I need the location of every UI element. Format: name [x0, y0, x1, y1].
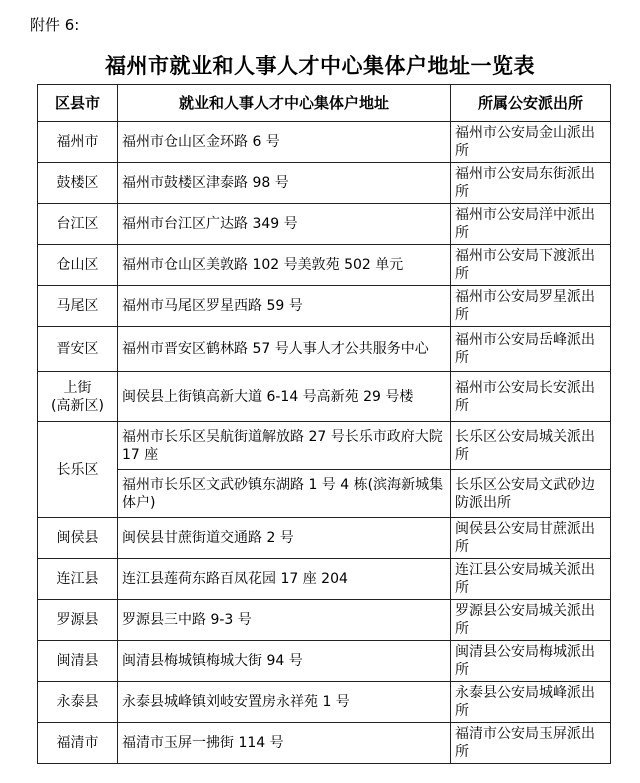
address-cell: 永泰县城峰镇刘岐安置房永祥苑 1 号 — [118, 682, 451, 723]
header-district: 区县市 — [38, 85, 118, 122]
address-cell: 福州市鼓楼区津泰路 98 号 — [118, 163, 451, 204]
header-address: 就业和人事人才中心集体户地址 — [118, 85, 451, 122]
station-cell: 罗源县公安局城关派出所 — [451, 600, 611, 641]
table-row — [38, 723, 611, 764]
district-cell: 罗源县 — [38, 600, 118, 641]
address-cell: 连江县莲荷东路百凤花园 17 座 204 — [118, 559, 451, 600]
table-row — [38, 372, 611, 422]
station-cell: 福州市公安局罗星派出所 — [451, 286, 611, 327]
station-cell: 长乐区公安局文武砂边防派出所 — [451, 470, 611, 518]
address-table — [37, 84, 611, 764]
table-row — [38, 470, 611, 518]
district-cell: 马尾区 — [38, 286, 118, 327]
station-cell: 永泰县公安局城峰派出所 — [451, 682, 611, 723]
district-cell: 闽清县 — [38, 641, 118, 682]
district-cell: 永泰县 — [38, 682, 118, 723]
document-title: 福州市就业和人事人才中心集体户地址一览表 — [105, 53, 535, 78]
district-cell — [38, 372, 118, 422]
header-station: 所属公安派出所 — [451, 85, 611, 122]
address-cell: 闽清县梅城镇梅城大街 94 号 — [118, 641, 451, 682]
district-cell: 福州市 — [38, 122, 118, 163]
station-cell: 长乐区公安局城关派出所 — [451, 422, 611, 470]
address-cell: 福清市玉屏一拂街 114 号 — [118, 723, 451, 764]
table-row — [38, 245, 611, 286]
table-row — [38, 559, 611, 600]
table-row — [38, 641, 611, 682]
address-cell: 罗源县三中路 9-3 号 — [118, 600, 451, 641]
address-cell: 福州市马尾区罗星西路 59 号 — [118, 286, 451, 327]
table-row — [38, 163, 611, 204]
station-cell: 福清市公安局玉屏派出所 — [451, 723, 611, 764]
table-row — [38, 286, 611, 327]
district-cell: 晋安区 — [38, 327, 118, 372]
table-row — [38, 204, 611, 245]
address-cell: 福州市长乐区吴航街道解放路 27 号长乐市政府大院 17 座 — [118, 422, 451, 470]
station-cell: 福州市公安局下渡派出所 — [451, 245, 611, 286]
district-subname: (高新区) — [51, 397, 104, 414]
address-cell: 福州市台江区广达路 349 号 — [118, 204, 451, 245]
table-header-row — [38, 85, 611, 122]
table-row — [38, 600, 611, 641]
district-cell: 长乐区 — [38, 422, 118, 518]
table-row — [38, 327, 611, 372]
table-row — [38, 518, 611, 559]
table-row — [38, 682, 611, 723]
district-cell: 鼓楼区 — [38, 163, 118, 204]
station-cell: 福州市公安局长安派出所 — [451, 372, 611, 422]
table-row — [38, 122, 611, 163]
district-cell: 仓山区 — [38, 245, 118, 286]
address-cell: 福州市仓山区金环路 6 号 — [118, 122, 451, 163]
address-cell: 闽侯县甘蔗街道交通路 2 号 — [118, 518, 451, 559]
station-cell: 连江县公安局城关派出所 — [451, 559, 611, 600]
station-cell: 福州市公安局金山派出所 — [451, 122, 611, 163]
district-cell: 连江县 — [38, 559, 118, 600]
station-cell: 闽清县公安局梅城派出所 — [451, 641, 611, 682]
district-cell: 台江区 — [38, 204, 118, 245]
station-cell: 福州市公安局东街派出所 — [451, 163, 611, 204]
attachment-label: 附件 6: — [30, 16, 80, 34]
district-cell: 福清市 — [38, 723, 118, 764]
address-cell: 福州市长乐区文武砂镇东湖路 1 号 4 栋(滨海新城集体户) — [118, 470, 451, 518]
address-cell: 福州市仓山区美敦路 102 号美敦苑 502 单元 — [118, 245, 451, 286]
district-cell: 闽侯县 — [38, 518, 118, 559]
address-cell: 福州市晋安区鹤林路 57 号人事人才公共服务中心 — [118, 327, 451, 372]
station-cell: 闽侯县公安局甘蔗派出所 — [451, 518, 611, 559]
table-row — [38, 422, 611, 470]
station-cell: 福州市公安局岳峰派出所 — [451, 327, 611, 372]
address-cell: 闽侯县上街镇高新大道 6-14 号高新苑 29 号楼 — [118, 372, 451, 422]
station-cell: 福州市公安局洋中派出所 — [451, 204, 611, 245]
district-name: 上街 — [63, 379, 92, 396]
